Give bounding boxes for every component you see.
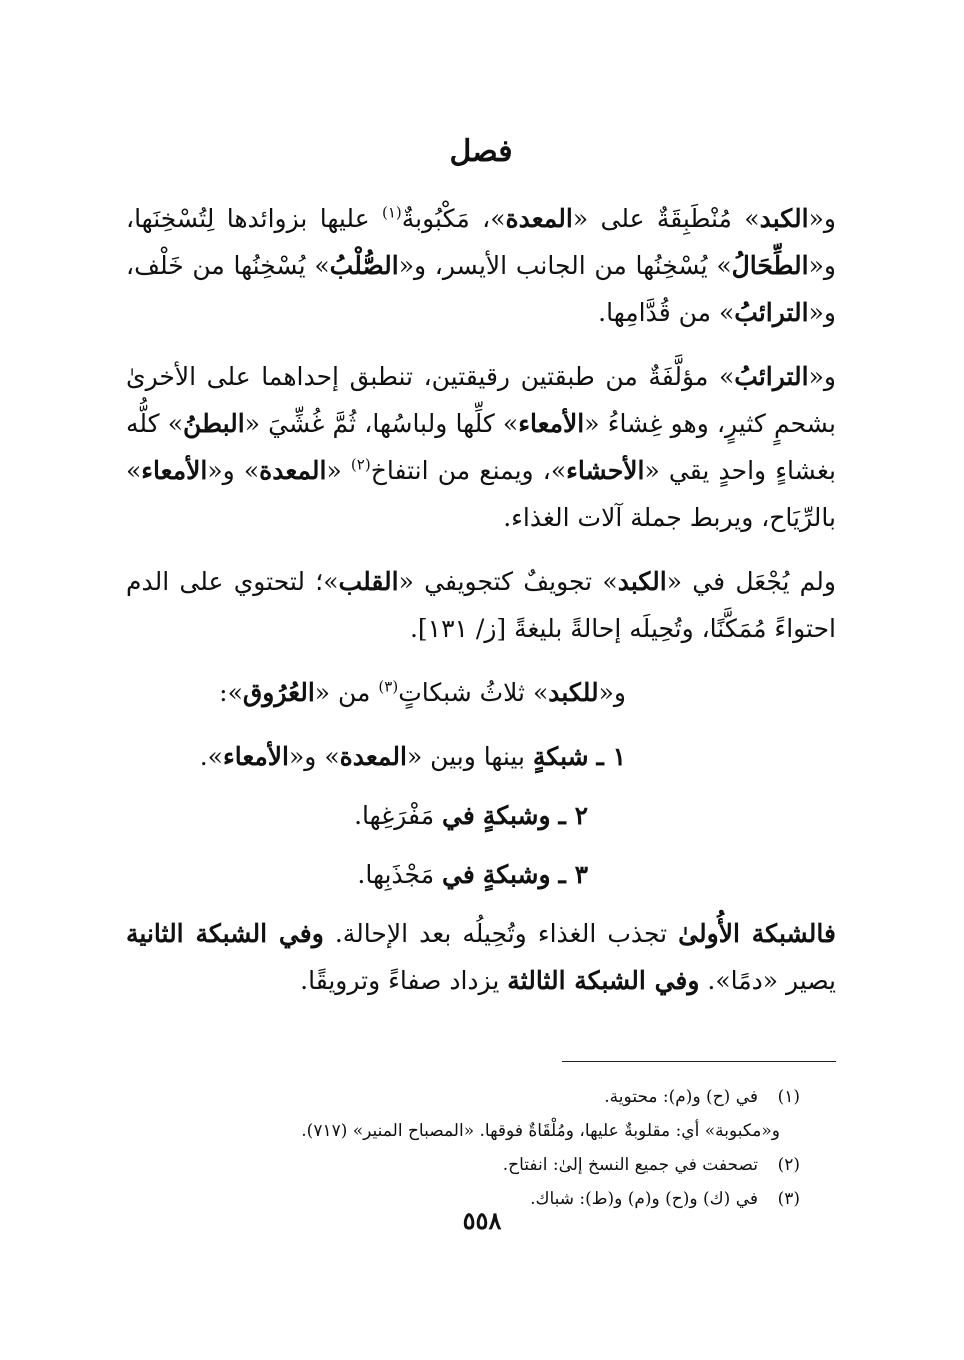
text-run: بينها وبين « [406, 742, 533, 771]
footnote-separator [562, 1061, 836, 1062]
body-text [126, 195, 836, 1004]
bold-term: وفي الشبكة الثالثة [507, 966, 700, 995]
text-run: »، مَكْبُوبةٌ [401, 204, 506, 233]
footnote-continuation [126, 1114, 800, 1148]
footnote-text: و«مكبوبة» أي: مقلوبةٌ عليها، ومُلْقَاةٌ فوقها. «المصباح المنير» (٧١٧). [301, 1121, 780, 1141]
text-run [475, 801, 483, 830]
bold-term: الأمعاء [141, 456, 208, 485]
footnote-ref: (٢) [350, 455, 371, 474]
bold-term: الكبد [617, 567, 667, 596]
footnotes [126, 1080, 836, 1216]
text-run: » كلِّها ولباسُها، ثُمَّ غُشِّيَ « [244, 409, 519, 438]
text-run: ». [199, 742, 223, 771]
bold-term: الأمعاء [222, 742, 289, 771]
footnote-text: في (ح) و(م): محتوية. [604, 1087, 758, 1107]
text-run: » و« [289, 742, 340, 771]
bold-term: الصُّلْبُ [329, 251, 399, 280]
text-run: عليها بزوائدها لِتُسْخِنَها، و« [126, 204, 836, 280]
footnote-ref: (٣) [378, 677, 399, 696]
footnote-number: (٢) [777, 1155, 800, 1175]
bold-term: الطِّحَالُ [731, 251, 809, 280]
text-run: « [326, 456, 351, 485]
text-run: تجذب الغذاء وتُحِيلُه بعد الإحالة. [323, 919, 679, 948]
paragraph [126, 558, 836, 652]
footnote [126, 1148, 800, 1182]
paragraph [126, 353, 836, 541]
bold-term: الترائبُ [734, 362, 809, 391]
footnote-separator-wrap [126, 1021, 836, 1080]
text-run: و« [808, 362, 836, 391]
footnote-number: (٣) [777, 1189, 800, 1209]
text-run: و« [598, 678, 626, 707]
list-item [126, 792, 836, 839]
bold-term: وشبكةٍ [482, 860, 551, 889]
text-run: » يُسْخِنُها من الجانب الأيسر، و« [398, 251, 732, 280]
bold-term: المعدة [259, 456, 327, 485]
footnote-text: في (ك) و(ح) و(م) و(ط): شباك. [530, 1189, 758, 1209]
text-run: » مؤلَّفَةٌ من طبقتين رقيقتين، تنطبق إحداهما على الأخرىٰ بشحمٍ كثيرٍ، وهو غِشاءُ « [126, 362, 836, 438]
text-run: من « [314, 678, 379, 707]
list-text [357, 860, 550, 889]
bold-term: في [442, 801, 475, 830]
bold-term: المعدة [505, 204, 573, 233]
text-run: » تجويفٌ كتجويفي « [398, 567, 618, 596]
text-run: » كلُّه بغشاءٍ واحدٍ يقي « [126, 409, 836, 485]
text-run: » ثلاثُ شبكاتٍ [398, 678, 549, 707]
bold-term: الكبد [759, 204, 809, 233]
footnote-ref: (١) [381, 203, 402, 222]
text-run: » مُنْطَبِقَةٌ على « [572, 204, 760, 233]
text-run: مَفْرَغِها. [354, 801, 443, 830]
bold-term: الأحشاء [566, 456, 645, 485]
footnote-text: تصحفت في جميع النسخ إلىٰ: انفتاح. [502, 1155, 758, 1175]
paragraph [126, 195, 836, 336]
text-run: » و« [207, 456, 260, 485]
bold-term: فالشبكة الأُولىٰ [678, 919, 836, 948]
list-item [126, 851, 836, 898]
footnote [126, 1080, 800, 1114]
list-text [354, 801, 550, 830]
closing-paragraph [126, 910, 836, 1004]
bold-term: المعدة [339, 742, 407, 771]
bold-term: وشبكةٍ [482, 801, 551, 830]
text-run: »: [219, 678, 243, 707]
bold-term: القلب [338, 567, 399, 596]
page-number: ٥٥٨ [462, 1206, 502, 1235]
paragraph [126, 669, 836, 716]
bold-term: للكبد [548, 678, 599, 707]
text-run: » من قُدَّامِها. [598, 298, 735, 327]
text-run: مَجْذَبِها. [357, 860, 443, 889]
bold-term: العُرُوق [242, 678, 315, 707]
text-run: يصير «دمًا». [699, 966, 836, 995]
bold-term: وفي الشبكة الثانية [126, 919, 324, 948]
list-item [126, 733, 836, 780]
bold-term: الترائبُ [734, 298, 809, 327]
bold-term: الأمعاء [518, 409, 585, 438]
text-run [475, 860, 483, 889]
bold-term: شبكةٍ [532, 742, 589, 771]
footnote-number: (١) [777, 1087, 800, 1107]
bold-term: في [442, 860, 475, 889]
text-run: و« [808, 204, 836, 233]
list-number: ١ ـ [596, 742, 626, 771]
text-run: »؛ لتحتوي على الدم احتواءً مُمَكَّنًا، وتُحِيلَه إحالةً بليغةً [ز/ ١٣١]. [126, 567, 836, 643]
text-run: » بالرِّيَاح، ويربط جملة آلات الغذاء. [126, 456, 836, 532]
chapter-title: فصل [449, 134, 513, 169]
text-run: يزداد صفاءً وترويقًا. [300, 966, 508, 995]
list-number: ٣ ـ [558, 860, 588, 889]
list-text [200, 742, 589, 771]
text-run: » يُسْخِنُها من خَلْف، و« [126, 251, 836, 327]
text-run: ولم يُجْعَل في « [666, 567, 836, 596]
text-run: »، ويمنع من انتفاخ [370, 456, 567, 485]
list-number: ٢ ـ [558, 801, 588, 830]
bold-term: البطنُ [183, 409, 245, 438]
